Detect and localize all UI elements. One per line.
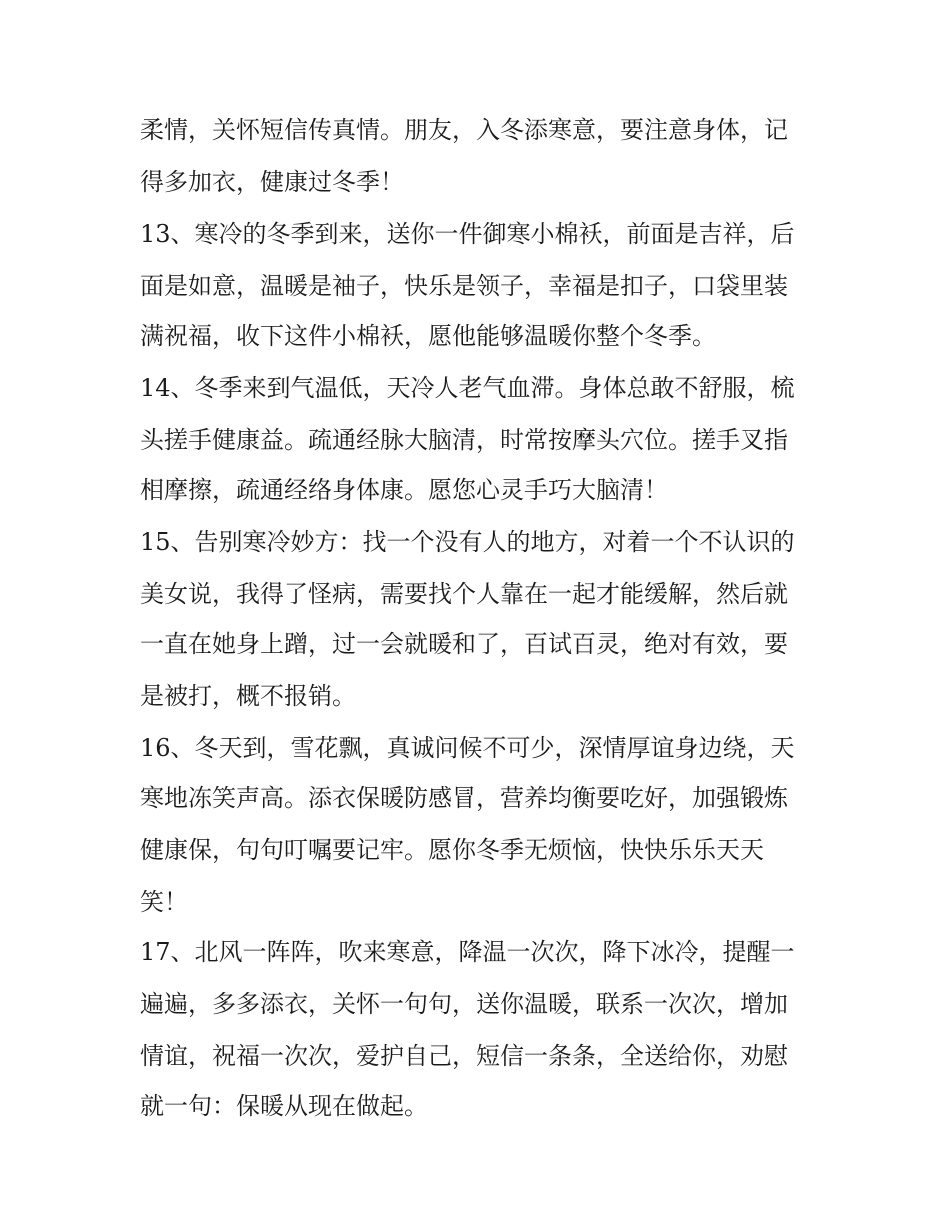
text-line: 面是如意，温暖是袖子，快乐是领子，幸福是扣子，口袋里装 xyxy=(140,272,788,300)
text-line: 一直在她身上蹭，过一会就暖和了，百试百灵，绝对有效，要 xyxy=(140,630,788,658)
text-line: 是被打，概不报销。 xyxy=(140,682,356,710)
text-line: 美女说，我得了怪病，需要找个人靠在一起才能缓解，然后就 xyxy=(140,580,788,608)
text-line: 14、冬季来到气温低，天冷人老气血滞。身体总敢不舒服，梳 xyxy=(140,374,795,402)
text-line: 寒地冻笑声高。添衣保暖防感冒，营养均衡要吃好，加强锻炼 xyxy=(140,784,788,812)
text-line: 相摩擦，疏通经络身体康。愿您心灵手巧大脑清！ xyxy=(140,476,668,504)
text-line: 13、寒冷的冬季到来，送你一件御寒小棉袄，前面是吉祥，后 xyxy=(140,220,795,248)
text-line: 得多加衣，健康过冬季！ xyxy=(140,168,404,196)
text-line: 柔情，关怀短信传真情。朋友，入冬添寒意，要注意身体，记 xyxy=(140,116,788,144)
text-line: 就一句：保暖从现在做起。 xyxy=(140,1092,428,1120)
text-line: 满祝福，收下这件小棉袄，愿他能够温暖你整个冬季。 xyxy=(140,322,716,350)
text-line: 17、北风一阵阵，吹来寒意，降温一次次，降下冰冷，提醒一 xyxy=(140,938,795,966)
text-line: 笑！ xyxy=(140,888,188,916)
text-line: 情谊，祝福一次次，爱护自己，短信一条条，全送给你，劝慰 xyxy=(140,1042,788,1070)
text-line: 15、告别寒冷妙方：找一个没有人的地方，对着一个不认识的 xyxy=(140,528,795,556)
text-line: 头搓手健康益。疏通经脉大脑清，时常按摩头穴位。搓手叉指 xyxy=(140,426,788,454)
text-line: 健康保，句句叮嘱要记牢。愿你冬季无烦恼，快快乐乐天天 xyxy=(140,836,764,864)
text-line: 16、冬天到，雪花飘，真诚问候不可少，深情厚谊身边绕，天 xyxy=(140,734,795,762)
text-line: 遍遍，多多添衣，关怀一句句，送你温暖，联系一次次，增加 xyxy=(140,990,788,1018)
